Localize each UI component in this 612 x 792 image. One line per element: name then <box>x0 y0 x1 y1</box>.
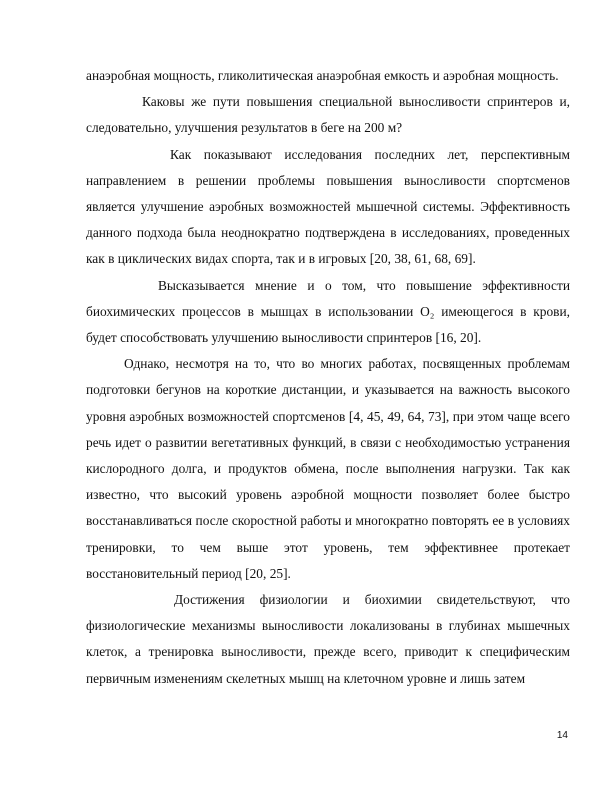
paragraph-1: анаэробная мощность, гликолитическая анаэробная емкость и аэробная мощность. <box>86 68 559 83</box>
paragraph-5: Однако, несмотря на то, что во многих работах, посвященных проблемам подготовки бегунов на короткие дистанции, и указывается на важность высокого уровня аэробных возможностей спортсменов [4, 45, 49, 64, 73], при этом чаще всего речь идет о развитии вегетативных функций, в связи с необходимостью устранения кислородного долга, и продуктов обмена, после выполнения нагрузки. Так как известно, что высокий уровень аэробной мощности позволяет более быстро восстанавливаться после скоростной работы и многократно повторять ее в условиях тренировки, то чем выше этот уровень, тем эффективнее протекает восстановительный период [20, 25]. <box>86 356 570 581</box>
paragraph-3: Как показывают исследования последних лет, перспективным направлением в решении проблемы повышения выносливости спортсменов является улучшение аэробных возможностей мышечной системы. Эффективность данного подхода была неоднократно подтверждена в исследованиях, проведенных как в циклических видах спорта, так и в игровых [20, 38, 61, 68, 69]. <box>86 146 570 267</box>
paragraph-6: Достижения физиологии и биохимии свидетельствуют, что физиологические механизмы выносливости локализованы в глубинах мышечных клеток, а тренировка выносливости, прежде всего, приводит к специфическим первичным изменениям скелетных мышц на клеточном уровне и лишь затем <box>86 592 570 686</box>
page-number: 14 <box>556 730 568 741</box>
paragraph-4: Высказывается мнение и о том, что повышение эффективности биохимических процессов в мышцах в использовании O₂ имеющегося в крови, будет способствовать улучшению выносливости спринтеров [16, 20]. <box>86 277 570 346</box>
paragraph-2: Каковы же пути повышения специальной выносливости спринтеров и, следовательно, улучшения результатов в беге на 200 м? <box>86 94 570 136</box>
body-text <box>86 63 570 692</box>
